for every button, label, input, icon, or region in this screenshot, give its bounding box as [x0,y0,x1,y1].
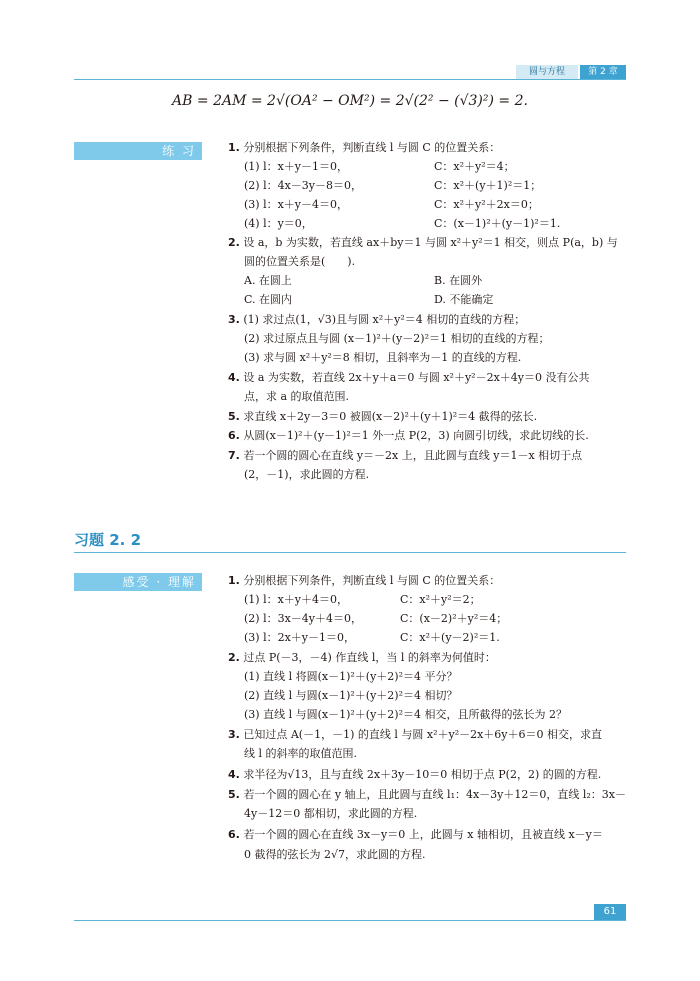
practice-q1-2-circle: C：x²＋(y＋1)²＝1； [434,179,542,192]
exercise-q1-1-circle: C：x²＋y²＝2； [400,593,481,606]
exercise-q1-3-line: (3) l：2x＋y－1＝0， [244,631,356,644]
practice-q1: 1. 分别根据下列条件，判断直线 l 与圆 C 的位置关系： [228,141,501,154]
practice-tag: 练 习 [74,142,202,160]
header-chapter-label: 第 2 章 [580,65,626,79]
exercise-q1-1-line: (1) l：x＋y＋4＝0， [244,593,349,606]
exercise-q6-cont: 0 截得的弦长为 2√7，求此圆的方程. [244,848,426,861]
practice-q1-3-circle: C：x²＋y²＋2x＝0； [434,198,539,211]
exercise-q4: 4. 求半径为√13，且与直线 2x＋3y－10＝0 相切于点 P(2，2) 的圆的方程. [228,768,602,781]
header-section-label: 圆与方程 [516,65,578,79]
practice-q3-2: (2) 求过原点且与圆 (x－1)²＋(y－2)²＝1 相切的直线的方程； [244,332,550,345]
exercise-q5: 5. 若一个圆的圆心在 y 轴上，且此圆与直线 l₁：4x－3y＋12＝0，直线 l₂：3x－ [228,788,627,801]
exercise-q3-cont: 线 l 的斜率的取值范围. [244,747,358,760]
practice-q1-3-line: (3) l：x＋y－4＝0， [244,198,349,211]
exercise-q2: 2. 过点 P(－3，－4) 作直线 l，当 l 的斜率为何值时： [228,651,496,664]
practice-q2-option-b: B. 在圆外 [434,274,483,287]
exercise-q1-2-circle: C：(x－2)²＋y²＝4； [400,612,508,625]
practice-q1-1-line: (1) l：x＋y－1＝0， [244,160,349,173]
page-number: 61 [594,904,626,920]
practice-q4: 4. 设 a 为实数，若直线 2x＋y＋a＝0 与圆 x²＋y²－2x＋4y＝0 没有公共 [228,371,590,384]
practice-q1-2-line: (2) l：4x－3y－8＝0， [244,179,363,192]
practice-q6: 6. 从圆(x－1)²＋(y－1)²＝1 外一点 P(2，3) 向圆引切线，求此切线的长. [228,429,589,442]
exercise-q2-1: (1) 直线 l 将圆(x－1)²＋(y＋2)²＝4 平分？ [244,670,458,683]
exercise-q1-3-circle: C：x²＋(y－2)²＝1. [400,631,500,644]
practice-q2: 2. 设 a，b 为实数，若直线 ax＋by＝1 与圆 x²＋y²＝1 相交，则点 P(a，b) 与 [228,236,618,249]
practice-q2-option-c: C. 在圆内 [244,293,293,306]
exercise-q5-cont: 4y－12＝0 都相切，求此圆的方程. [244,807,418,820]
exercise-q2-3: (3) 直线 l 与圆(x－1)²＋(y＋2)²＝4 相交，且所截得的弦长为 2？ [244,708,567,721]
practice-q2-option-d: D. 不能确定 [434,293,494,306]
practice-q1-1-circle: C：x²＋y²＝4； [434,160,515,173]
practice-q3-3: (3) 求与圆 x²＋y²＝8 相切，且斜率为－1 的直线的方程. [244,351,522,364]
exercises-title: 习题 2. 2 [74,531,142,549]
exercise-q1-2-line: (2) l：3x－4y＋4＝0， [244,612,363,625]
practice-q2-option-a: A. 在圆上 [244,274,292,287]
practice-q5: 5. 求直线 x＋2y－3＝0 被圆(x－2)²＋(y＋1)²＝4 截得的弦长. [228,410,538,423]
practice-q1-4-line: (4) l：y＝0， [244,217,313,230]
exercise-q2-2: (2) 直线 l 与圆(x－1)²＋(y＋2)²＝4 相切？ [244,689,458,702]
header-rule [74,79,626,80]
exercises-title-rule [74,552,626,553]
exercise-q6: 6. 若一个圆的圆心在直线 3x－y＝0 上，此圆与 x 轴相切，且被直线 x－y＝ [228,828,603,841]
practice-q2-cont: 圆的位置关系是( ). [244,255,356,268]
practice-q7-cont: (2，－1)，求此圆的方程. [244,468,370,481]
exercise-q1: 1. 分别根据下列条件，判断直线 l 与圆 C 的位置关系： [228,574,501,587]
top-equation: AB = 2AM = 2√(OA² − OM²) = 2√(2² − (√3)²) = 2. [172,93,528,109]
practice-q1-4-circle: C：(x－1)²＋(y－1)²＝1. [434,217,561,230]
exercise-q3: 3. 已知过点 A(－1，－1) 的直线 l 与圆 x²＋y²－2x＋6y＋6＝0 相交，求直 [228,728,603,741]
exercises-tag: 感受 · 理解 [74,573,202,591]
footer-rule [74,920,626,921]
practice-q3: 3. (1) 求过点(1，√3)且与圆 x²＋y²＝4 相切的直线的方程； [228,313,526,326]
practice-q4-cont: 点，求 a 的取值范围. [244,390,350,403]
practice-q7: 7. 若一个圆的圆心在直线 y＝－2x 上，且此圆与直线 y＝1－x 相切于点 [228,449,583,462]
